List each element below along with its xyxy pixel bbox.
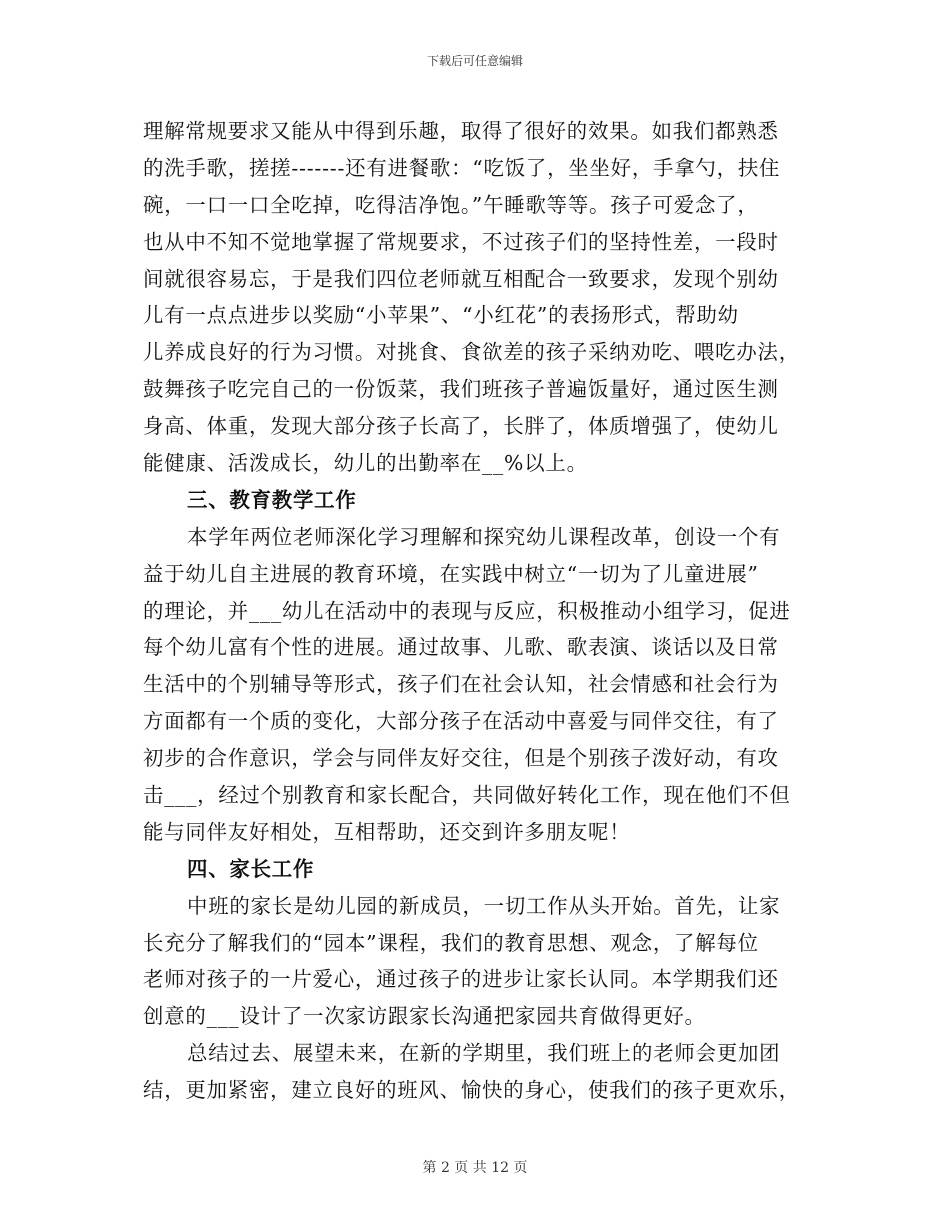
text-line: 碗，一口一口全吃掉，吃得洁净饱。”午睡歌等等。孩子可爱念了， [143, 192, 759, 217]
text-line: 的理论，并___幼儿在活动中的表现与反应，积极推动小组学习，促进 [143, 598, 791, 623]
text-line: 能与同伴友好相处，互相帮助，还交到许多朋友呢！ [143, 819, 631, 844]
text-line: 鼓舞孩子吃完自己的一份饭菜，我们班孩子普遍饭量好，通过医生测 [143, 377, 779, 402]
page-footer: 第 2 页 共 12 页 [422, 1160, 528, 1176]
text-line: 间就很容易忘，于是我们四位老师就互相配合一致要求，发现个别幼 [143, 266, 779, 291]
text-line: 也从中不知不觉地掌握了常规要求，不过孩子们的坚持性差，一段时 [143, 229, 779, 254]
text-line: 儿养成良好的行为习惯。对挑食、食欲差的孩子采纳劝吃、喂吃办法， [143, 340, 800, 365]
text-line: 中班的家长是幼儿园的新成员，一切工作从头开始。首先，让家 [187, 893, 781, 918]
text-line: 本学年两位老师深化学习理解和探究幼儿课程改革，创设一个有 [187, 524, 781, 549]
text-line: 方面都有一个质的变化，大部分孩子在活动中喜爱与同伴交往，有了 [143, 709, 779, 734]
section-heading-teaching: 三、教育教学工作 [187, 487, 357, 512]
text-line: 总结过去、展望未来，在新的学期里，我们班上的老师会更加团 [187, 1041, 781, 1066]
text-line: 的洗手歌，搓搓-------还有进餐歌：“吃饭了，坐坐好，手拿勺，扶住 [143, 155, 781, 180]
document-body [143, 113, 807, 1109]
text-line: 初步的合作意识，学会与同伴友好交往，但是个别孩子泼好动，有攻 [143, 746, 779, 771]
text-line: 每个幼儿富有个性的进展。通过故事、儿歌、歌表演、谈话以及日常 [143, 635, 779, 660]
text-line: 结，更加紧密，建立良好的班风、愉快的身心，使我们的孩子更欢乐， [143, 1078, 800, 1103]
text-line: 击___，经过个别教育和家长配合，共同做好转化工作，现在他们不但 [143, 783, 791, 808]
text-line: 长充分了解我们的“园本”课程，我们的教育思想、观念，了解每位 [143, 930, 759, 955]
page-header: 下载后可任意编辑 [426, 54, 523, 68]
text-line: 创意的___设计了一次家访跟家长沟通把家园共育做得更好。 [143, 1004, 706, 1029]
text-line: 益于幼儿自主进展的教育环境，在实践中树立“一切为了儿童进展” [143, 561, 759, 586]
text-line: 理解常规要求又能从中得到乐趣，取得了很好的效果。如我们都熟悉 [143, 119, 779, 143]
text-line: 儿有一点点进步以奖励“小苹果”、“小红花”的表扬形式，帮助幼 [143, 303, 739, 328]
text-line: 身高、体重，发现大部分孩子长高了，长胖了，体质增强了，使幼儿 [143, 414, 779, 439]
text-line: 老师对孩子的一片爱心，通过孩子的进步让家长认同。本学期我们还 [143, 967, 779, 992]
text-line: 生活中的个别辅导等形式，孩子们在社会认知，社会情感和社会行为 [143, 672, 779, 697]
text-line: 能健康、活泼成长，幼儿的出勤率在__%以上。 [143, 451, 588, 476]
section-heading-parents: 四、家长工作 [187, 856, 315, 881]
